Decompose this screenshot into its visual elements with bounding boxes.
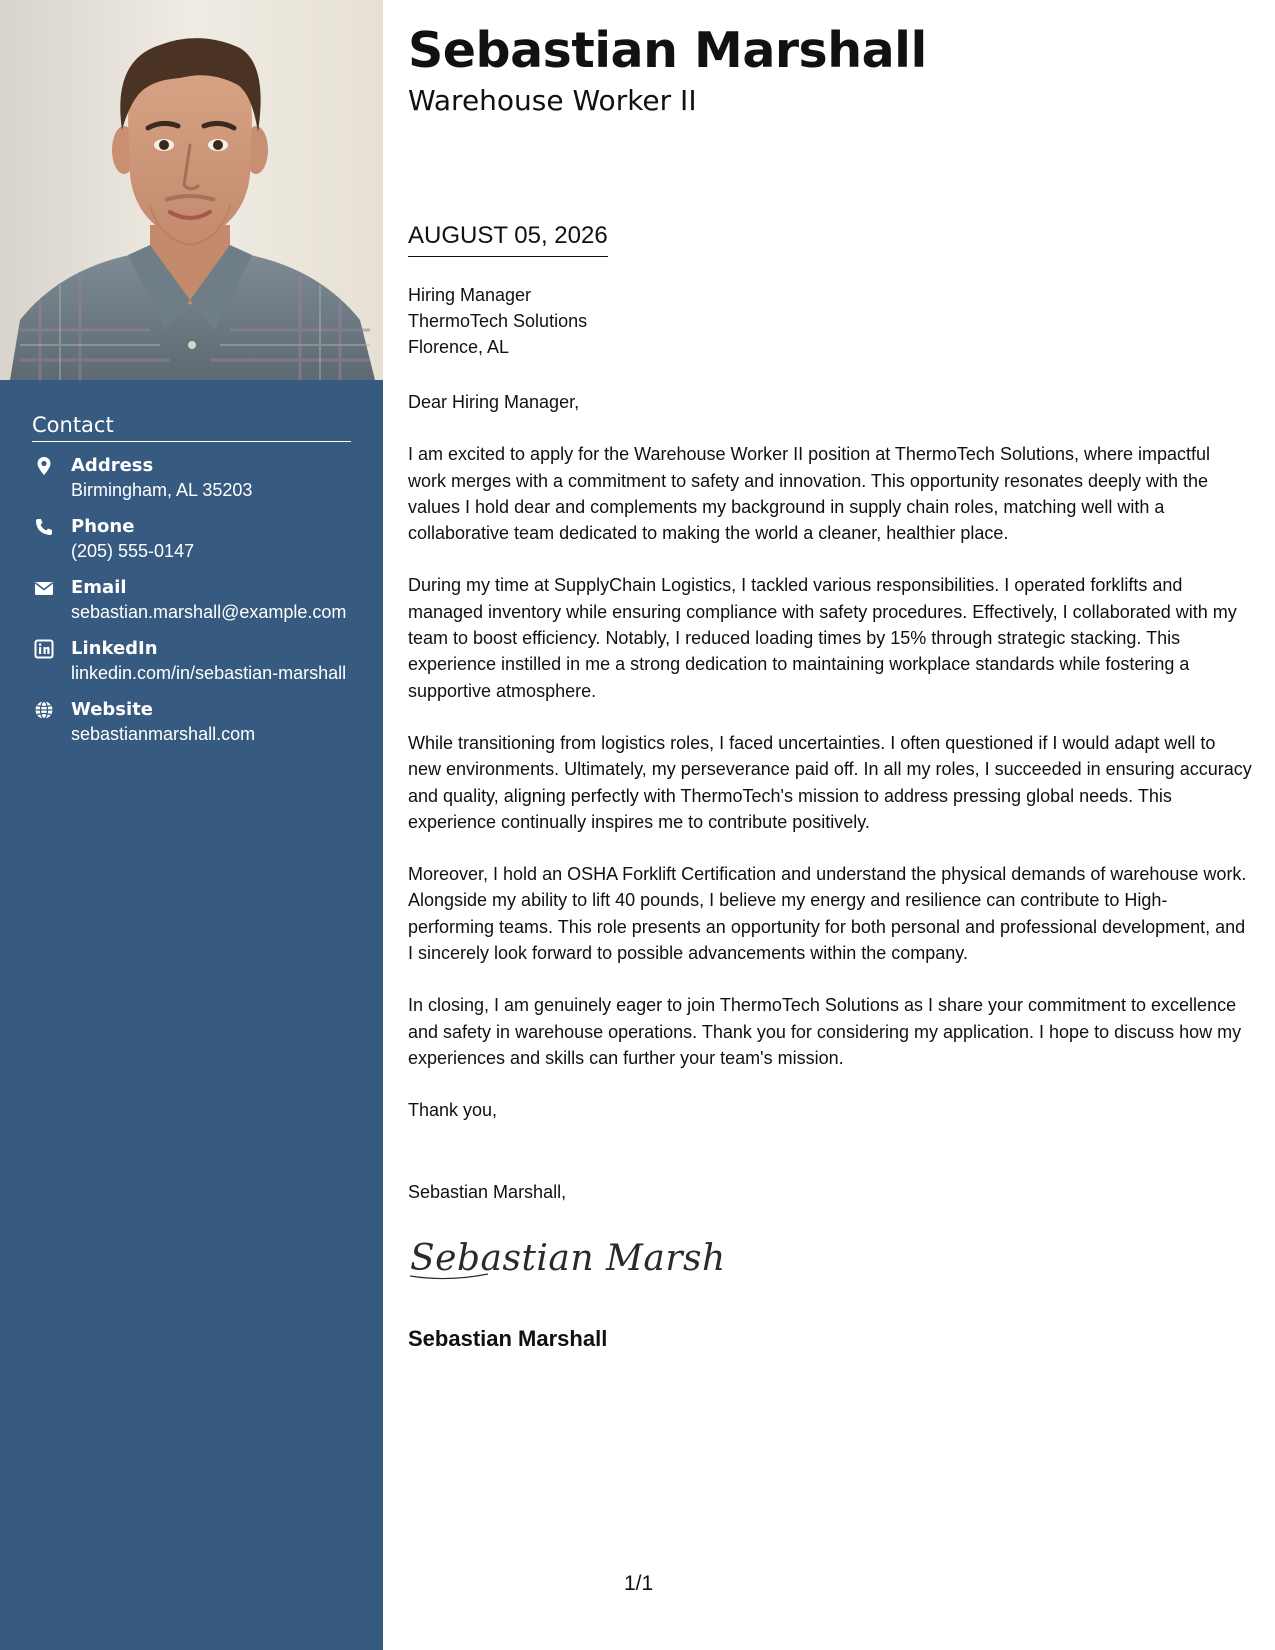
contact-label: Email (71, 577, 127, 598)
contact-value: (205) 555-0147 (71, 541, 195, 561)
salutation: Dear Hiring Manager, (408, 392, 580, 412)
signature-image (408, 1232, 726, 1284)
contact-item-email (32, 576, 351, 624)
contact-heading: Contact (32, 413, 351, 442)
map-pin-icon (34, 456, 54, 476)
contact-label: Website (71, 699, 154, 720)
closing-name: Sebastian Marshall, (408, 1182, 567, 1202)
contact-value[interactable]: sebastianmarshall.com (71, 724, 256, 744)
contact-item-linkedin (32, 637, 351, 685)
recipient-line: Hiring Manager (408, 285, 532, 305)
contact-label: Phone (71, 516, 135, 537)
signature (408, 1232, 726, 1284)
paragraph: In closing, I am genuinely eager to join ThermoTech Solutions as I share your commitment to excellence and safety in warehouse operations. Thank you for considering my application. I hope to discuss how my experiences and skills can further your team's mission. (408, 995, 1242, 1068)
page-indicator: 1/1 (624, 1572, 654, 1595)
recipient-line: ThermoTech Solutions (408, 311, 588, 331)
portrait-illustration (0, 0, 383, 380)
paragraph: While transitioning from logistics roles, I faced uncertainties. I often questioned if I would adapt well to new environments. Ultimately, my perseverance paid off. In all my roles, I succeeded in ensuring accuracy and quality, aligning perfectly with ThermoTech's mission to address pressing global needs. This experience continually inspires me to contribute positively. (408, 732, 1252, 832)
paragraph: I am excited to apply for the Warehouse Worker II position at ThermoTech Solutions, where impactful work merges with a commitment to safety and innovation. This opportunity resonates deeply with the values I hold dear and complements my background in supply chain roles, matching well with a collaborative team dedicated to making the world a cleaner, healthier place. (408, 444, 1211, 544)
globe-icon (34, 700, 54, 720)
job-title: Warehouse Worker II (408, 84, 697, 117)
contact-label: LinkedIn (71, 638, 158, 659)
contact-value: Birmingham, AL 35203 (71, 480, 253, 500)
recipient-block (408, 282, 587, 360)
applicant-name: Sebastian Marshall (408, 22, 927, 79)
recipient-line: Florence, AL (408, 337, 510, 357)
contact-section (32, 413, 351, 759)
linkedin-icon (34, 639, 54, 659)
printed-name: Sebastian Marshall (408, 1326, 608, 1351)
letter-body (408, 389, 1253, 1150)
contact-item-website (32, 698, 351, 746)
envelope-icon (34, 578, 54, 598)
contact-label: Address (71, 455, 154, 476)
paragraph: During my time at SupplyChain Logistics, I tackled various responsibilities. I operated forklifts and managed inventory while ensuring compliance with safety procedures. Effectively, I collaborated with my team to boost efficiency. Notably, I reduced loading times by 15% through strategic stacking. This experience instilled in me a strong dedication to maintaining workplace standards while fostering a supportive atmosphere. (408, 575, 1237, 701)
contact-item-address (32, 454, 351, 502)
sidebar (0, 0, 383, 1650)
contact-item-phone (32, 515, 351, 563)
profile-photo (0, 0, 383, 380)
contact-value[interactable]: linkedin.com/in/sebastian-marshall (71, 663, 347, 683)
contact-value[interactable]: sebastian.marshall@example.com (71, 602, 347, 622)
svg-text:Sebastian Marsh: Sebastian Marsh (410, 1238, 726, 1279)
phone-icon (34, 517, 54, 537)
signoff: Thank you, (408, 1100, 498, 1121)
letter-date: AUGUST 05, 2026 (408, 222, 608, 257)
paragraph: Moreover, I hold an OSHA Forklift Certification and understand the physical demands of warehouse work. Alongside my ability to lift 40 pounds, I believe my energy and resilience can contribute to High-performing teams. This role presents an opportunity for both personal and professional development, and I sincerely look forward to possible advancements within the company. (408, 864, 1247, 964)
